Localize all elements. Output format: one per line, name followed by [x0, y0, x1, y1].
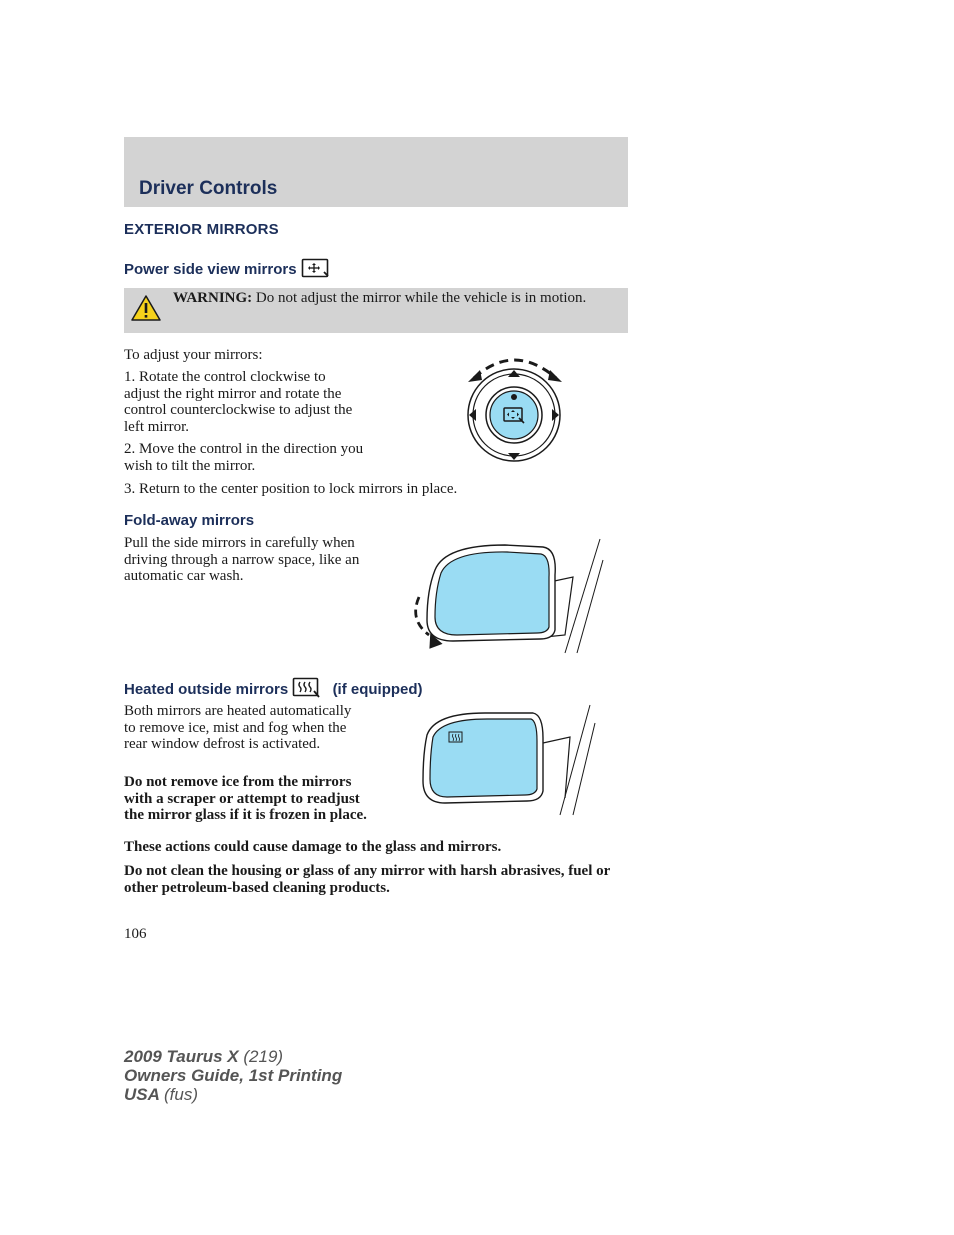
warning-message: Do not adjust the mirror while the vehicle is in motion.: [255, 290, 587, 306]
adjust-step-1: 1. Rotate the control clockwise to adjust the right mirror and rotate the control counterclockwise to adjust the left mirror.: [124, 369, 353, 435]
footer-line-1: [124, 1047, 283, 1066]
footer-line-2: Owners Guide, 1st Printing: [124, 1066, 343, 1085]
adjust-intro: To adjust your mirrors:: [124, 347, 263, 363]
power-mirrors-heading: [124, 258, 329, 282]
fold-away-heading: Fold-away mirrors: [124, 512, 255, 529]
footer-model-code: (219): [243, 1047, 284, 1066]
fold-away-mirror-illustration: [405, 535, 610, 665]
heated-mirrors-heading-text: Heated outside mirrors: [124, 680, 289, 698]
heated-mirrors-heading: [124, 677, 423, 703]
footer-market: USA: [124, 1085, 160, 1104]
fold-away-text: Pull the side mirrors in carefully when driving through a narrow space, like an automatic car wash.: [124, 535, 360, 584]
footer-line-3: [124, 1085, 198, 1104]
adjust-step-2: 2. Move the control in the direction you wish to tilt the mirror.: [124, 441, 364, 474]
heated-mirror-illustration: [415, 703, 600, 828]
footer-market-code: (fus): [164, 1085, 198, 1104]
heated-caution-1: Do not remove ice from the mirrors with a scraper or attempt to readjust the mirror glass if it is frozen in place.: [124, 774, 367, 823]
heated-mirror-icon: [292, 677, 322, 703]
adjust-step-3: 3. Return to the center position to lock mirrors in place.: [124, 481, 458, 497]
footer-model: 2009 Taurus X: [124, 1047, 239, 1066]
heated-caution-1-cont: These actions could cause damage to the glass and mirrors.: [124, 839, 502, 855]
heated-caution-2: Do not clean the housing or glass of any mirror with harsh abrasives, fuel or other petroleum-based cleaning products.: [124, 863, 610, 896]
heated-mirrors-text: Both mirrors are heated automatically to remove ice, mist and fog when the rear window defrost is activated.: [124, 703, 352, 752]
heated-mirrors-heading-suffix: (if equipped): [332, 680, 423, 698]
mirror-control-icon: [301, 258, 329, 282]
warning-triangle-icon: [130, 294, 162, 327]
page-number: 106: [124, 926, 147, 942]
warning-text: [173, 290, 613, 307]
section-title: EXTERIOR MIRRORS: [124, 221, 279, 238]
warning-label: WARNING:: [173, 290, 253, 306]
mirror-control-illustration: [460, 350, 570, 470]
section-header-title: Driver Controls: [139, 178, 278, 199]
power-mirrors-heading-text: Power side view mirrors: [124, 260, 297, 278]
